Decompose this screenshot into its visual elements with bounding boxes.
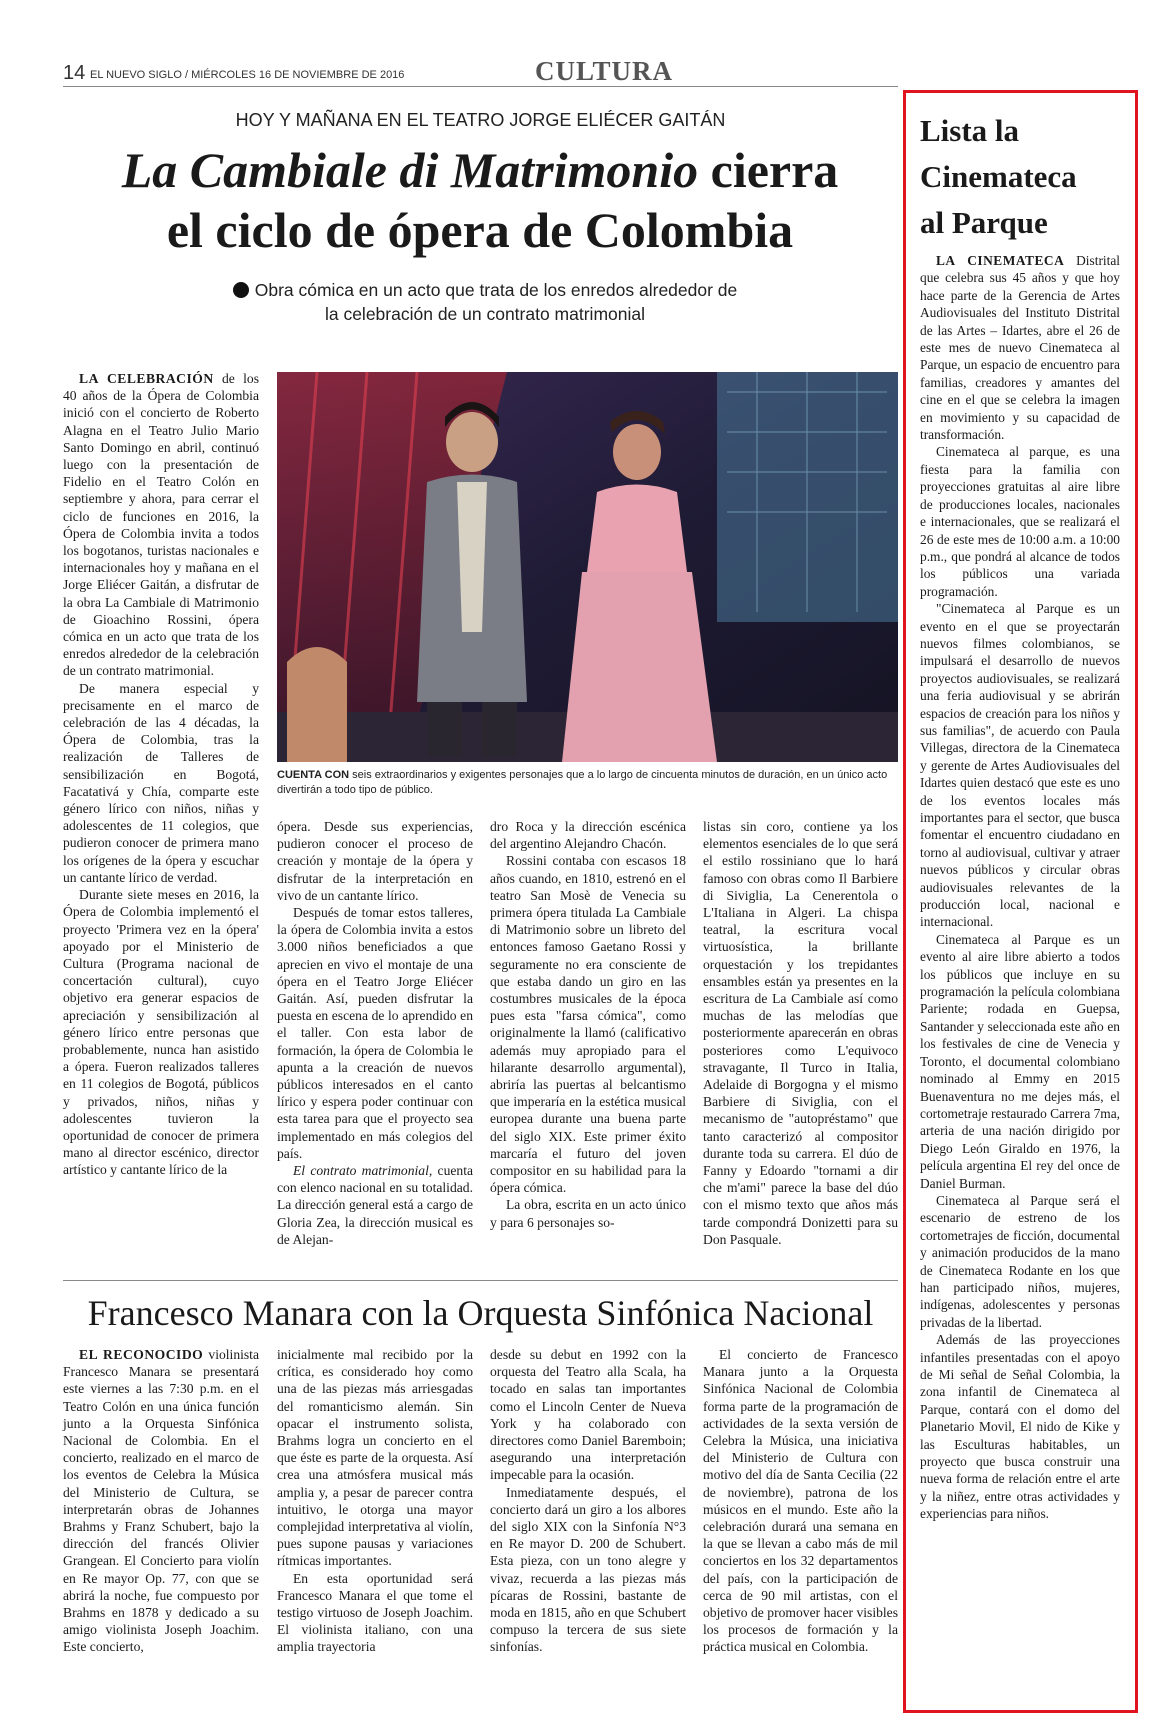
page-number: 14 [63,62,86,84]
article-photo [277,372,898,762]
paragraph: violinista Francesco Manara se presentará este viernes a las 7:30 p.m. en el Teatro Colón en una única función junto a la Orquesta Sinfónica Nacional de Colombia. En el concierto, realizado en el marco de los eventos de Celebra la Música del Ministerio de Cultura, se interpretarán obras de Johannes Brahms y Franz Schubert, bajo la dirección del francés Olivier Grangean. El Concierto para violín en Re mayor Op. 77, con que se abrirá la noche, fue compuesto por Brahms en 1878 y dedicado a su amigo violinista Joseph Joachim. Este concierto, [63,1347,259,1655]
paragraph: Inmediatamente después, el concierto dará un giro a los albores del siglo XIX con la Sinfonía N°3 en Re mayor D. 200 de Schubert. Esta pieza, con un tono alegre y vivaz, recuerda a las piezas más pícaras de Rossini, bastante de moda en 1815, año en que Schubert compuso la tercera de sus siete sinfonías. [490,1484,686,1655]
sidebar-title-line: Lista la [920,113,1020,148]
main-article-column-3 [490,818,686,1231]
main-article-column-1 [63,370,259,1179]
paragraph: Después de tomar estos talleres, la ópera de Colombia invita a estos 3.000 niños beneficiados a que aprecien en vivo el montaje de una ópera en el Teatro Jorge Eliécer Gaitán. Así, pueden disfrutar la puesta en escena de lo aprendido en el taller. Con esta labor de formación, la ópera de Colombia le apunta a la creación de nuevos públicos interesados en el canto lírico y espera poder continuar con esta tarea para que el proyecto sea implementado en más colegios del país. [277,905,473,1161]
paragraph: Cinemateca al parque, es una fiesta para la familia con proyecciones gratuitas al aire libre de producciones locales, nacionales e internacionales, que se realizará el 26 de este mes de 10:00 a.m. a 10:00 p.m., que pondrá al alcance de todos los públicos una variada programación. [920,444,1120,599]
article-kicker: HOY Y MAÑANA EN EL TEATRO JORGE ELIÉCER GAITÁN [235,110,726,130]
lead-in: LA CELEBRACIÓN [79,371,214,386]
paragraph: Durante siete meses en 2016, la Ópera de Colombia implementó el proyecto 'Primera vez en la ópera' apoyado por el Ministerio de Cultura (Programa nacional de concertación cultural), cuyo objetivo era generar espacios de apreciación y sensibilización al género lírico entre personas que probablemente, nunca han asistido a ópera. Fueron realizados talleres en 11 colegios de Bogotá, públicos y privados, niños, niñas y adolescentes tuvieron la oportunidad de conocer de primera mano al director escénico, director artístico y cantante lírico de la [63,887,259,1178]
article-subhead [190,278,780,326]
paragraph: La obra, escrita en un acto único y para 6 personajes so- [490,1197,686,1230]
opera-scene-illustration [277,372,898,762]
paragraph: dro Roca y la dirección escénica del argentino Alejandro Chacón. [490,819,686,852]
sidebar-body [920,252,1120,1523]
caption-lead: CUENTA CON [277,769,350,781]
second-article-column-4 [703,1346,898,1656]
paragraph: de los 40 años de la Ópera de Colombia inició con el concierto de Roberto Alagna en el Teatro Julio Mario Santo Domingo en abril, continuó luego con la presentación de Fidelio en el Teatro Colón en septiembre y ahora, para cerrar el ciclo de funciones en 2016, la Ópera de Colombia invita a todos los bogotanos, turistas nacionales e internacionales hoy y mañana en el Jorge Eliécer Gaitán, a disfrutar de la obra La Cambiale di Matrimonio de Gioachino Rossini, ópera cómica en un acto que trata de los enredos alrededor de la celebración de un contrato matrimonial. [63,371,259,679]
second-article-column-1 [63,1346,259,1656]
paragraph: inicialmente mal recibido por la crítica, es considerado hoy como una de las piezas más arriesgadas del romanticismo alemán. Sin opacar el instrumento solista, Brahms logra un concierto en el que éste es parte de la orquesta. Así crea una atmósfera musical más amplia y, a pesar de parecer contra intuitivo, le otorga una mayor complejidad interpretativa al violín, pues supone pausas y variaciones rítmicas importantes. [277,1347,473,1569]
caption-text: seis extraordinarios y exigentes personajes que a lo largo de cincuenta minutos de duración, en un único acto divertirán a todo tipo de público. [277,769,888,796]
lead-in: EL RECONOCIDO [79,1347,204,1362]
headline-line1 [40,140,920,200]
lead-in: LA CINEMATECA [936,253,1065,268]
main-article-column-4 [703,818,898,1248]
headline-rest: cierra [698,142,839,198]
subhead-line2: la celebración de un contrato matrimonial [324,304,646,324]
paragraph: De manera especial y precisamente en el marco de celebración de las 4 décadas, la Ópera de Colombia, tras la realización de Talleres de sensibilización en Bogotá, Facatativá y Chía, comparte este género lírico con niños, niñas y adolescentes de 11 colegios, que pudieron conocer de primera mano los orígenes de la ópera y escuchar un cantante lírico de verdad. [63,680,259,885]
paragraph: Cinemateca al Parque es un evento al aire libre abierto a todos los públicos que incluye en su programación la película colombiana Pariente; rodada en Guepsa, Santander y seleccionada este año en los festivales de cine de Venecia y Toronto, el documental colombiano nominado al Emmy en 2015 Buenaventura no me dejes más, el cortometraje restaurado Carrera 7ma, arteria de una nación dirigido por Diego León Giraldo en 1976, la película argentina El rey del once de Daniel Burman. [920,931,1121,1191]
inline-subhead: El contrato matrimonial, [293,1163,433,1179]
paragraph: Distrital que celebra sus 45 años y que hoy hace parte de la Gerencia de Artes Audiovisuales del Instituto Distrital de las Artes – Idartes, abre el 26 de este mes de nuevo Cinemateca al Parque, un espacio de encuentro para familias, creadores y amantes del cine en el que se celebra la imagen en movimiento y su capacidad de transformación. [920,253,1121,443]
sidebar-title [920,108,1120,246]
main-article-column-2 [277,818,473,1248]
paragraph: ópera. Desde sus experiencias, pudieron conocer el proceso de creación y montaje de la ópera y disfrutar de la interpretación en vivo de un cantante lírico. [277,819,473,903]
paragraph: desde su debut en 1992 con la orquesta del Teatro alla Scala, ha tocado en salas tan importantes como el Lincoln Center de Nueva York y ha colaborado con directores como Daniel Baremboin; asegurando una interpretación impecable para la ocasión. [490,1347,686,1483]
headline-line2: el ciclo de ópera de Colombia [166,202,794,258]
paragraph: cuenta con elenco nacional en su totalidad. La dirección general está a cargo de Gloria Zea, la dirección musical es de Alejan- [277,1163,474,1247]
paragraph: Cinemateca al Parque será el escenario de estreno de los cortometrajes de ficción, documental y animación producidos de la mano de Cinemateca Rodante en los que han participado niños, mujeres, indígenas, adolescentes y personas privadas de la libertad. [920,1192,1120,1330]
second-article-headline: Francesco Manara con la Orquesta Sinfónica Nacional [87,1293,874,1333]
paragraph: listas sin coro, contiene ya los elementos esenciales de lo que será el estilo rossiniano que lo hará famoso con obras como Il Barbiere di Siviglia, La Cenerentola o L'Italiana in Algeri. La chispa teatral, la escritura vocal virtuosística, la brillante orquestación y los trepidantes ensambles están ya presentes en la escritura de La Cambiale así como muchas de las melodías que posteriormente aparecerán en obras posteriores como L'equivoco stravagante, Il Turco in Italia, Adelaide di Borgogna y el mismo Barbiere di Siviglia, con el mecanismo de "autopréstamo" que tanto caracterizó al compositor durante toda su carrera. El dúo de Fanny y Edoardo "tornami a dir che m'ami" parece la base del dúo con el mismo texto que años más tarde compondrá Donizetti para su Don Pasquale. [703,819,898,1247]
headline-italic-title: La Cambiale di Matrimonio [121,142,699,198]
photo-caption [277,768,898,798]
sidebar-title-line: Cinemateca [920,159,1077,194]
paragraph: Además de las proyecciones infantiles presentadas con el apoyo de Mi señal de Señal Colombia, la zona infantil de Cinemateca al Parque, contará con el domo del Planetario Movil, El nido de Kike y las Esculturas habitables, un proyecto que busca construir una nueva forma de relación entre el arte y la niñez, entre otras actividades y experiencias para niños. [920,1332,1120,1522]
paragraph: "Cinemateca al Parque es un evento en el que se proyectarán nuevos filmes colombianos, se impulsará el desarrollo de nuevos proyectos audiovisuales, se realizará una feria audiovisual y se abrirán espacios de creación para los niños y sus familias", de acuerdo con Paula Villegas, directora de la Cinemateca y gerente de Artes Audiovisuales del Idartes quien destacó que este es uno de los eventos locales más importantes para el sector, que busca fomentar el encuentro ciudadano en torno al audiovisual, cultivar y atraer nuevos públicos y circular obras audiovisuales relevantes de la producción local, nacional e internacional. [920,601,1120,930]
bullet-icon [233,282,249,298]
publication-info: EL NUEVO SIGLO / MIÉRCOLES 16 DE NOVIEMBRE DE 2016 [90,69,405,81]
section-title: CULTURA [535,56,674,86]
article-divider [63,1280,898,1281]
sidebar-title-line: al Parque [920,205,1048,240]
paragraph: Rossini contaba con escasos 18 años cuando, en 1810, estrenó en el teatro San Mosè de Venecia su primera ópera titulada La Cambiale di Matrimonio sobre un libreto del entonces famoso Gaetano Rossi y seguramente no era consciente de que estaba dando un giro en las costumbres musicales de la época pues esta "farsa cómica", como originalmente la llamó (calificativo además muy apropiado para el hilarante desarrollo argumental), abriría las puertas al belcantismo que imperaría en la estética musical europea durante una buena parte del siglo XIX. Este primer éxito marcaría el futuro del joven compositor en su habilidad para la ópera cómica. [490,853,686,1196]
second-article-column-3 [490,1346,686,1656]
second-article-column-2 [277,1346,473,1656]
subhead-line1: Obra cómica en un acto que trata de los enredos alrededor de [254,280,738,300]
header-rule [63,86,898,87]
paragraph: En esta oportunidad será Francesco Manara el que tome el testigo virtuoso de Joseph Joachim. El violinista italiano, con una amplia trayectoria [277,1570,473,1655]
paragraph: El concierto de Francesco Manara junto a la Orquesta Sinfónica Nacional de Colombia forma parte de la programación de actividades de la sexta versión de Celebra la Música, una iniciativa del Ministerio de Cultura con motivo del día de Santa Cecilia (22 de noviembre), patrona de los músicos en el mundo. Este año la celebración durará una semana en la que se llevan a cabo más de mil conciertos en los 32 departamentos del país, con la participación de cerca de 90 mil artistas, con el objetivo de promover hacer visibles los procesos de formación y la práctica musical en Colombia. [703,1347,898,1655]
